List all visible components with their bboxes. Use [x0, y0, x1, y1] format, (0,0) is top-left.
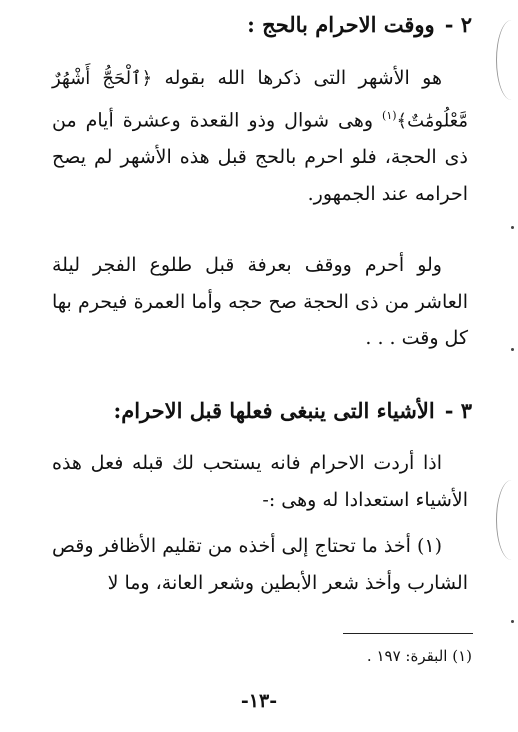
- paragraph-months-of-hajj: [52, 60, 468, 212]
- section-number: ٢ -: [444, 12, 472, 37]
- paragraph-text: أخذ ما تحتاج إلى أخذه من تقليم الأظافر وقص الشارب وأخذ شعر الأبطين وشعر العانة، وما لا: [52, 535, 468, 594]
- page-edge-curve: [496, 20, 518, 100]
- page-number: -١٣-: [240, 690, 278, 712]
- paragraph-arafah: [52, 247, 468, 357]
- section-number: ٣ -: [444, 398, 472, 423]
- item-number: (١): [416, 535, 443, 557]
- footnote: (١) البقرة: ١٩٧ .: [366, 647, 472, 665]
- page-edge-curve: [496, 480, 518, 560]
- scan-speck: [511, 348, 514, 351]
- section-title: ووقت الاحرام بالحج :: [247, 12, 435, 37]
- paragraph-text: ولو أحرم ووقف بعرفة قبل طلوع الفجر ليلة العاشر من ذى الحجة صح حجه وأما العمرة فيحرم بها كل وقت . . .: [52, 254, 468, 349]
- section-heading-before-ihram: [113, 397, 472, 425]
- paragraph-text: وهى شوال وذو القعدة وعشرة أيام من ذى الحجة، فلو احرم بالحج قبل هذه الأشهر لم يصح احرامه عند الجمهور.: [52, 108, 468, 205]
- paragraph-preparation: [52, 445, 468, 518]
- footnote-divider: [343, 633, 473, 634]
- paragraph-text: اذا أردت الاحرام فانه يستحب لك قبله فعل هذه الأشياء استعدادا له وهى :-: [52, 452, 468, 511]
- scan-speck: [511, 226, 514, 229]
- section-title: الأشياء التى ينبغى فعلها قبل الاحرام:: [113, 398, 435, 423]
- section-heading-hajj-time: [247, 11, 472, 39]
- paragraph-text: هو الأشهر التى ذكرها الله بقوله: [164, 67, 442, 89]
- quran-verse: ﴿ٱلْحَجُّ أَشْهُرٌ مَّعْلُومَٰتٌ﴾: [52, 68, 468, 131]
- footnote-reference: (١): [382, 108, 397, 122]
- paragraph-item-one: [52, 528, 468, 601]
- scan-speck: [511, 620, 514, 623]
